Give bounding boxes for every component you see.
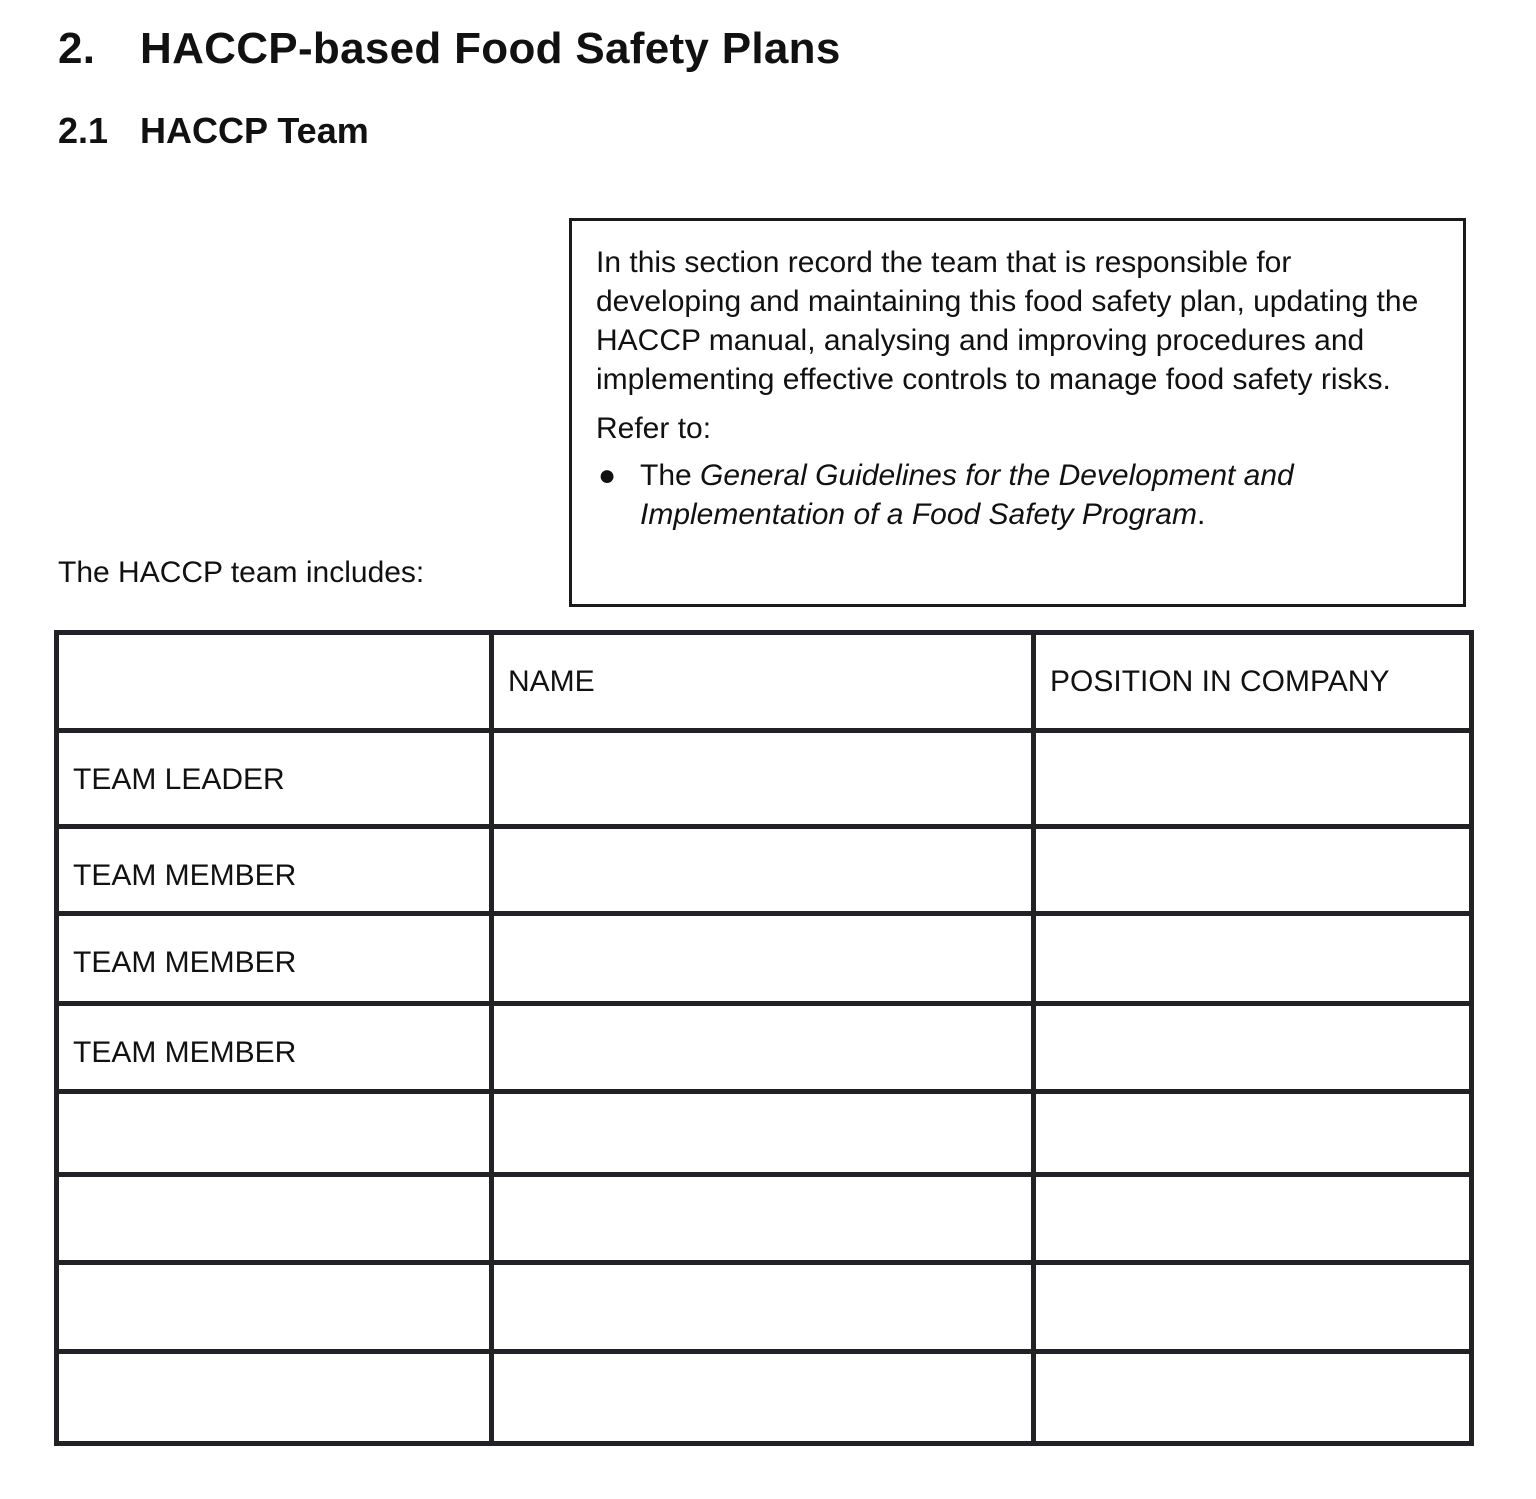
refer-label: Refer to: xyxy=(596,412,712,445)
section-number: 2. xyxy=(58,24,96,73)
header-cell-position: POSITION IN COMPANY xyxy=(1036,635,1469,728)
name-cell[interactable] xyxy=(494,1177,1031,1260)
table-row xyxy=(59,916,1469,1001)
role-cell[interactable] xyxy=(59,1265,489,1350)
role-cell[interactable] xyxy=(59,1177,489,1260)
team-intro-text: The HACCP team includes: xyxy=(58,556,425,589)
subsection-title: HACCP Team xyxy=(140,110,369,151)
position-cell[interactable] xyxy=(1036,1094,1469,1172)
name-cell[interactable] xyxy=(494,1354,1031,1441)
haccp-team-table xyxy=(54,630,1474,1446)
position-cell[interactable] xyxy=(1036,1006,1469,1089)
name-cell[interactable] xyxy=(494,829,1031,912)
subsection-heading xyxy=(58,110,369,152)
role-cell: TEAM MEMBER xyxy=(59,1006,489,1089)
reference-item xyxy=(596,456,1439,534)
table-row xyxy=(59,733,1469,824)
reference-suffix: . xyxy=(1196,498,1206,531)
position-cell[interactable] xyxy=(1036,1354,1469,1441)
subsection-number: 2.1 xyxy=(58,110,109,151)
table-row xyxy=(59,1006,1469,1089)
table-row xyxy=(59,1265,1469,1350)
role-cell[interactable] xyxy=(59,1354,489,1441)
name-cell[interactable] xyxy=(494,916,1031,1001)
name-cell[interactable] xyxy=(494,1265,1031,1350)
bullet-icon: ● xyxy=(597,459,617,492)
role-cell[interactable] xyxy=(59,1094,489,1172)
reference-list xyxy=(596,456,1439,534)
position-cell[interactable] xyxy=(1036,916,1469,1001)
position-cell[interactable] xyxy=(1036,1177,1469,1260)
name-cell[interactable] xyxy=(494,733,1031,824)
role-cell: TEAM MEMBER xyxy=(59,916,489,1001)
table-row xyxy=(59,1177,1469,1260)
position-cell[interactable] xyxy=(1036,1265,1469,1350)
name-cell[interactable] xyxy=(494,1006,1031,1089)
reference-document-title: General Guidelines for the Development and Implementation of a Food Safety Program xyxy=(640,459,1294,531)
section-heading xyxy=(58,24,841,74)
header-cell-role xyxy=(59,635,489,728)
reference-prefix: The xyxy=(640,459,692,492)
table-row xyxy=(59,1094,1469,1172)
position-cell[interactable] xyxy=(1036,829,1469,912)
section-title: HACCP-based Food Safety Plans xyxy=(140,24,841,73)
table-row xyxy=(59,1354,1469,1441)
name-cell[interactable] xyxy=(494,1094,1031,1172)
role-cell: TEAM LEADER xyxy=(59,733,489,824)
position-cell[interactable] xyxy=(1036,733,1469,824)
table-row xyxy=(59,829,1469,912)
instruction-paragraph: In this section record the team that is responsible for developing and maintaining this food safety plan, updating the HACCP manual, analysing and improving procedures and implementing effective controls to manage food safety risks. xyxy=(596,246,1419,396)
header-cell-name: NAME xyxy=(494,635,1031,728)
table-header-row xyxy=(59,635,1469,728)
instruction-box xyxy=(569,218,1466,607)
role-cell: TEAM MEMBER xyxy=(59,829,489,912)
